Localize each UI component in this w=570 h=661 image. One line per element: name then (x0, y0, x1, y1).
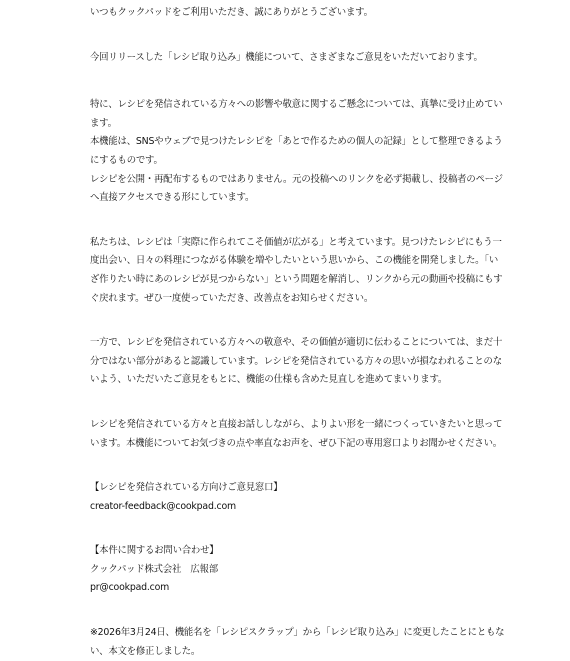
purpose-paragraph: 本機能は、SNSやウェブで見つけたレシピを「あとで作るための個人の記録」として整理できるようにするものです。 (90, 136, 503, 166)
dialogue-paragraph: レシピを発信されている方々と直接お話ししながら、よりよい形を一緒につくっていきたいと思っています。本機能についてお気づきの点や率直なお声を、ぜひ下記の専用窓口よりお聞かせください。 (90, 418, 503, 449)
revision-note: ※2026年3月24日、機能名を「レシピスクラップ」から「レシピ取り込み」に変更したことにともない、本文を修正しました。 (90, 627, 505, 657)
greeting-paragraph: いつもクックパッドをご利用いただき、誠にありがとうございます。 (90, 7, 373, 18)
announcement-body (90, 0, 506, 661)
creator-feedback-email-link[interactable]: creator-feedback@cookpad.com (90, 500, 236, 512)
belief-paragraph: 私たちは、レシピは「実際に作られてこそ価値が広がる」と考えています。見つけたレシピにもう一度出会い、日々の料理につながる体験を増やしたいという思いから、この機能を開発しました。「いざ作りたい時にあのレシピが見つからない」という問題を解消し、リンクから元の動画や投稿にもすぐ戻れます。ぜひ一度使っていただき、改善点をお知らせください。 (90, 236, 503, 304)
commitment-paragraph: 一方で、レシピを発信されている方々への敬意や、その価値が適切に伝わることについては、まだ十分ではない部分があると認識しています。レシピを発信されている方々の思いが損なわれることのないよう、いただいたご意見をもとに、機能の仕様も含めた見直しを進めてまいります。 (90, 337, 503, 386)
inquiry-organization: クックパッド株式会社 広報部 (90, 563, 218, 575)
creator-contact-heading: 【レシピを発信されている方向けご意見窓口】 (90, 482, 283, 494)
intro-paragraph: 今回リリースした「レシピ取り込み」機能について、さまざまなご意見をいただいております。 (90, 51, 483, 63)
pr-email-link[interactable]: pr@cookpad.com (90, 582, 170, 594)
inquiry-heading: 【本件に関するお問い合わせ】 (90, 545, 219, 557)
concern-paragraph: 特に、レシピを発信されている方々への影響や敬意に関するご懸念については、真摯に受け止めています。 (90, 99, 503, 129)
not-public-paragraph: レシピを公開・再配布するものではありません。元の投稿へのリンクを必ず掲載し、投稿者のページへ直接アクセスできる形にしています。 (90, 173, 503, 204)
